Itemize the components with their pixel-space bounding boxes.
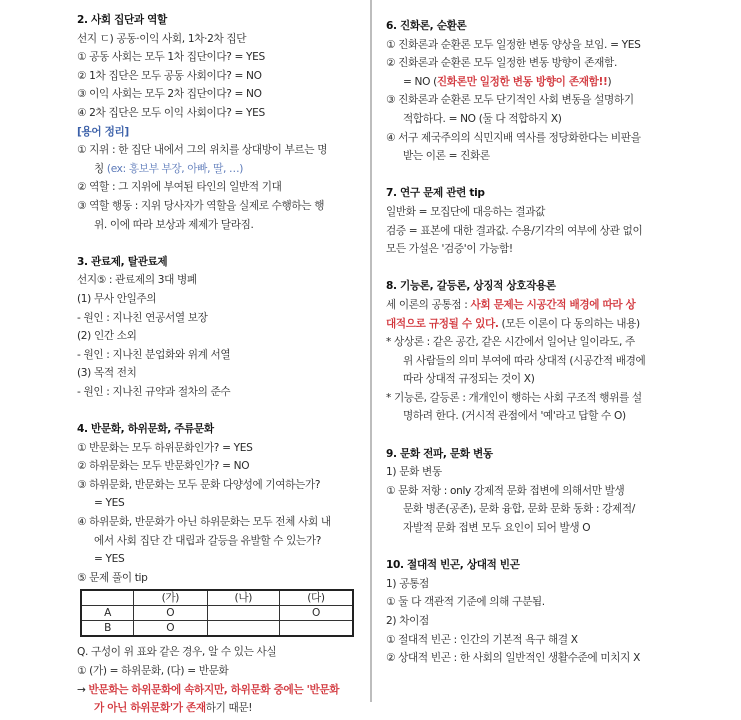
section-8-bullet-1-line-1: * 상상론 : 같은 공간, 같은 시간에서 일어난 일이라도, 주: [386, 336, 635, 349]
section-3-line-3: (2) 인간 소외: [77, 330, 137, 343]
section-6-item-3-line-2: 적합하다. = NO (둘 다 적합하지 X): [403, 112, 562, 125]
section-4-item-1: ① 반문화는 모두 하위문화인가? = YES: [77, 441, 253, 454]
section-6-item-2-emphasis: 진화론만 일정한 변동 방향이 존재함!!: [436, 75, 608, 88]
section-10-item-2: ① 절대적 빈곤 : 인간의 기본적 욕구 해결 X: [386, 633, 578, 646]
tip-table-header-row: [81, 590, 353, 606]
section-8-bullet-2-line-1: * 기능론, 갈등론 : 개개인이 행하는 사회 구조적 행위를 설: [386, 391, 642, 404]
tip-table: [80, 589, 354, 637]
column-divider: [370, 0, 372, 702]
tip-table-cell: O: [280, 606, 354, 621]
spacer: [77, 234, 359, 253]
section-4-item-2: ② 하위문화는 모두 반문화인가? = NO: [77, 460, 250, 473]
spacer: [386, 538, 686, 557]
section-9-item-1-line-3: 자발적 문화 접변 모두 요인이 되어 발생 O: [403, 522, 591, 535]
spacer: [77, 401, 359, 420]
section-2-item-1: ① 공동 사회는 모두 1차 집단이다? = YES: [77, 51, 265, 64]
term-status-example: (ex: 홍보부 부장, 아빠, 딸, …): [106, 162, 244, 175]
section-6-item-2-line-1: ② 진화론과 순환론 모두 일정한 변동 방향이 존재함.: [386, 57, 617, 70]
spacer: [386, 426, 686, 445]
tip-question: Q. 구성이 위 표와 같은 경우, 알 수 있는 사실: [77, 646, 277, 659]
section-10-item-1: ① 둘 다 객관적 기준에 의해 구분됨.: [386, 596, 545, 609]
term-status-text: 칭: [94, 162, 107, 175]
section-6-item-1: ① 진화론과 순환론 모두 일정한 변동 양상을 보임. = YES: [386, 38, 641, 51]
section-6-item-2-suffix: ): [607, 75, 612, 88]
section-9-item-1-line-2: 문화 병존(공존), 문화 융합, 문화 문화 동화 : 강제적/: [403, 503, 635, 516]
section-8-common-line-1: [386, 296, 686, 315]
tip-table-cell: [207, 621, 279, 637]
tip-table-cell: O: [134, 621, 207, 637]
section-7-line-3: 모든 가설은 '검증'이 가능함!: [386, 243, 513, 256]
section-2-title: 2. 사회 집단과 역할: [77, 14, 167, 26]
tip-conclusion-rest: 하기 때문!: [205, 702, 253, 715]
section-10-sub-2: 2) 차이점: [386, 615, 429, 627]
tip-table-cell: O: [134, 606, 207, 621]
section-6-item-4-line-2: 받는 이론 = 진화론: [403, 150, 490, 163]
section-3-title: 3. 관료제, 탈관료제: [77, 255, 168, 268]
section-6-title: 6. 진화론, 순환론: [386, 20, 467, 32]
section-10-sub-1: 1) 공통점: [386, 577, 429, 590]
section-6-item-3-line-1: ③ 진화론과 순환론 모두 단기적인 사회 변동을 설명하기: [386, 94, 634, 107]
tip-conclusion-line-2: [77, 699, 359, 718]
section-4-item-3-line-1: ③ 하위문화, 반문화는 모두 문화 다양성에 기여하는가?: [77, 478, 321, 491]
section-2-subtitle: 선지 ㄷ) 공동·이익 사회, 1차·2차 집단: [77, 32, 247, 45]
right-column: [386, 17, 686, 668]
section-6-item-4-line-1: ④ 서구 제국주의의 식민지배 역사를 정당화한다는 비판을: [386, 131, 641, 144]
term-role-behavior-line-1: ③ 역할 행동 : 지위 당사자가 역할을 실제로 수행하는 행: [77, 199, 325, 212]
section-8-common-prefix: 세 이론의 공통점 :: [386, 298, 471, 311]
section-9-title: 9. 문화 전파, 문화 변동: [386, 447, 493, 460]
section-8-common-emphasis: 사회 문제는 시공간적 배경에 따라 상: [470, 298, 636, 311]
section-7-line-2: 검증 = 표본에 대한 결과값. 수용/기각의 여부에 상관 없이: [386, 224, 643, 237]
section-4-item-4-line-3: = YES: [94, 553, 125, 566]
tip-table-header-cell: [81, 590, 134, 606]
section-4-item-3-line-2: = YES: [94, 497, 125, 510]
section-8-title: 8. 기능론, 갈등론, 상징적 상호작용론: [386, 280, 556, 293]
term-role: ② 역할 : 그 지위에 부여된 타인의 일반적 기대: [77, 181, 282, 194]
terms-heading: [용어 정리]: [77, 125, 129, 138]
section-3-line-5: (3) 목적 전치: [77, 367, 137, 380]
section-3-line-1: (1) 무사 안일주의: [77, 292, 157, 305]
tip-answer: ① (가) = 하위문화, (다) = 반문화: [77, 665, 229, 677]
section-4-title: 4. 반문화, 하위문화, 주류문화: [77, 423, 214, 436]
section-2-item-2: ② 1차 집단은 모두 공동 사회이다? = NO: [77, 69, 262, 82]
section-2-item-3: ③ 이익 사회는 모두 2차 집단이다? = NO: [77, 88, 262, 101]
section-6-item-2-prefix: = NO (: [403, 75, 437, 88]
section-6-item-2-line-2: [386, 73, 686, 92]
section-8-bullet-2-line-2: 명하려 한다. (거시적 관점에서 '예'라고 답할 수 O): [403, 410, 626, 423]
section-8-common-emphasis: 대적으로 규정될 수 있다.: [386, 317, 499, 330]
section-8-common-suffix: (모든 이론이 다 동의하는 내용): [498, 317, 640, 330]
tip-table-cell: [280, 621, 354, 637]
tip-table-header-cell: (가): [134, 590, 207, 606]
section-4-item-4-line-1: ④ 하위문화, 반문화가 아닌 하위문화는 모두 전체 사회 내: [77, 516, 331, 529]
section-3-line-2: - 원인 : 지나친 연공서열 보장: [77, 311, 208, 324]
term-status-line-1: ① 지위 : 한 집단 내에서 그의 위치를 상대방이 부르는 명: [77, 144, 328, 157]
spacer: [386, 166, 686, 185]
section-3-subtitle: 선지⑤ : 관료제의 3대 병폐: [77, 274, 197, 287]
tip-table-header-cell: (다): [280, 590, 354, 606]
term-status-line-2: [77, 160, 359, 179]
tip-table-cell: [207, 606, 279, 621]
term-role-behavior-line-2: 위. 이에 따라 보상과 제제가 달라짐.: [94, 218, 254, 231]
section-10-item-3: ② 상대적 빈곤 : 한 사회의 일반적인 생활수준에 미치지 X: [386, 652, 640, 665]
section-10-title: 10. 절대적 빈곤, 상대적 빈곤: [386, 559, 520, 572]
tip-table-header-cell: (나): [207, 590, 279, 606]
section-2-item-4: ④ 2차 집단은 모두 이익 사회이다? = YES: [77, 106, 265, 119]
section-4-item-5: ⑤ 문제 풀이 tip: [77, 571, 148, 584]
section-4-item-4-line-2: 에서 사회 집단 간 대립과 갈등을 유발할 수 있는가?: [94, 534, 322, 547]
spacer: [386, 259, 686, 278]
section-9-item-1-line-1: ① 문화 저항 : only 강제적 문화 접변에 의해서만 발생: [386, 484, 625, 497]
tip-table-cell: B: [81, 621, 134, 637]
tip-table-row: [81, 621, 353, 637]
section-8-bullet-1-line-2: 위 사람들의 의미 부여에 따라 상대적 (시공간적 배경에: [403, 354, 646, 367]
section-9-sub-1: 1) 문화 변동: [386, 466, 442, 479]
tip-table-row: [81, 606, 353, 621]
arrow-icon: →: [77, 683, 89, 696]
tip-conclusion-emphasis: 반문화는 하위문화에 속하지만, 하위문화 중에는 '반문화: [88, 683, 340, 696]
section-8-common-line-2: [386, 315, 686, 334]
section-8-bullet-1-line-3: 따라 상대적 규정되는 것이 X): [403, 373, 535, 386]
left-column: [77, 11, 359, 718]
section-3-line-4: - 원인 : 지나친 분업화와 위계 서열: [77, 348, 231, 361]
section-3-line-6: - 원인 : 지나친 규약과 절차의 준수: [77, 385, 231, 398]
tip-conclusion-emphasis: 가 아닌 하위문화'가 존재: [94, 702, 206, 715]
section-7-title: 7. 연구 문제 관련 tip: [386, 187, 485, 200]
tip-table-cell: A: [81, 606, 134, 621]
section-7-line-1: 일반화 = 모집단에 대응하는 결과값: [386, 205, 545, 218]
tip-conclusion-line-1: [77, 681, 359, 700]
